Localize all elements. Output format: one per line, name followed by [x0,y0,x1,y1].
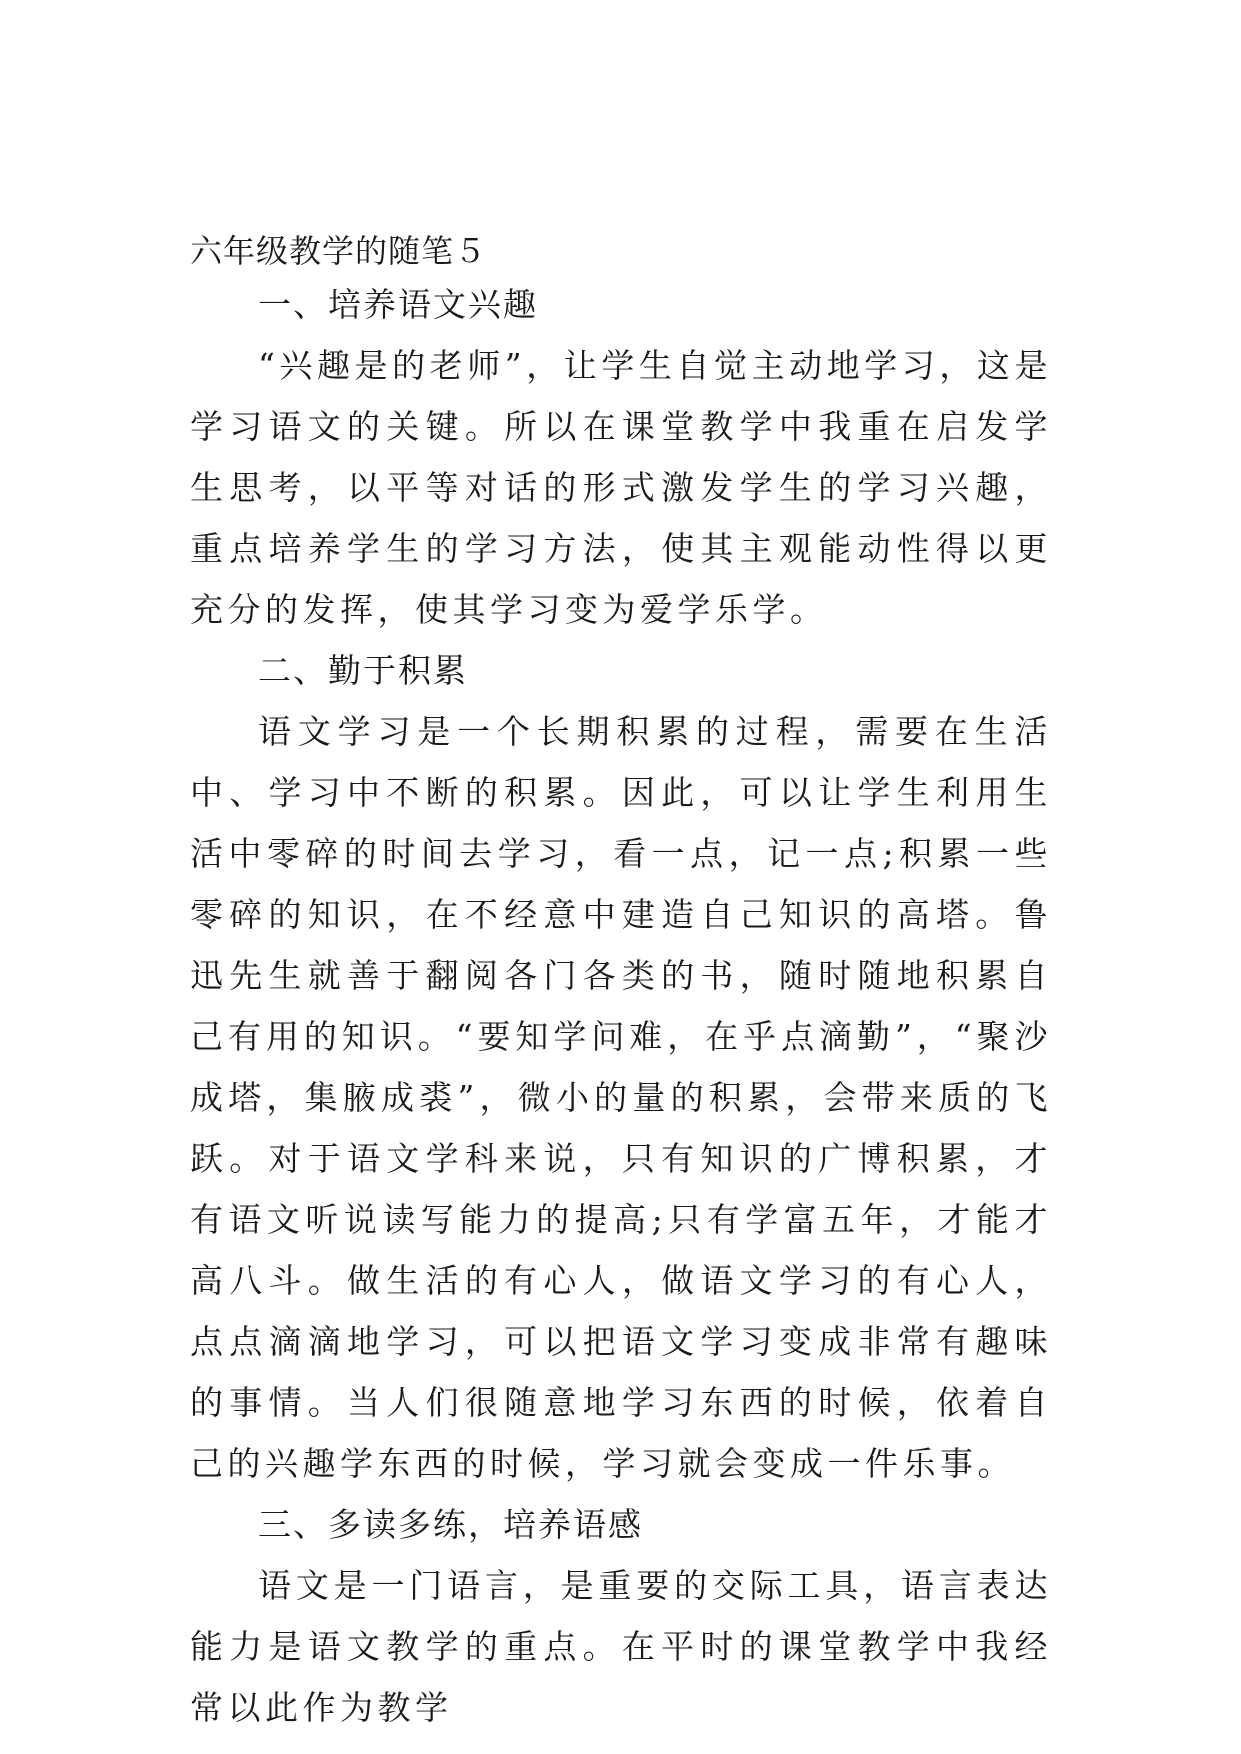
section-3-paragraph: 语文是一门语言，是重要的交际工具，语言表达能力是语文教学的重点。在平时的课堂教学中我经常以此作为教学 [190,1566,1052,1727]
section-heading-2: 二、勤于积累 [258,651,468,690]
section-1-paragraph: “兴趣是的老师”，让学生自觉主动地学习，这是学习语文的关键。所以在课堂教学中我重在启发学生思考，以平等对话的形式激发学生的学习兴趣，重点培养学生的学习方法，使其主观能动性得以更充分的发挥，使其学习变为爱学乐学。 [190,346,1052,629]
document-title: 六年级教学的随笔５ [190,232,488,270]
section-2-paragraph: 语文学习是一个长期积累的过程，需要在生活中、学习中不断的积累。因此，可以让学生利用生活中零碎的时间去学习，看一点，记一点;积累一些零碎的知识，在不经意中建造自己知识的高塔。鲁迅先生就善于翻阅各门各类的书，随时随地积累自己有用的知识。“要知学问难，在乎点滴勤”，“聚沙成塔，集腋成裘”，微小的量的积累，会带来质的飞跃。对于语文学科来说，只有知识的广博积累，才有语文听说读写能力的提高;只有学富五年，才能才高八斗。做生活的有心人，做语文学习的有心人，点点滴滴地学习，可以把语文学习变成非常有趣味的事情。当人们很随意地学习东西的时候，依着自己的兴趣学东西的时候，学习就会变成一件乐事。 [190,712,1052,1483]
section-heading-3: 三、多读多练，培养语感 [258,1505,643,1544]
section-heading-1: 一、培养语文兴趣 [258,285,538,324]
document-page [190,232,1052,1738]
